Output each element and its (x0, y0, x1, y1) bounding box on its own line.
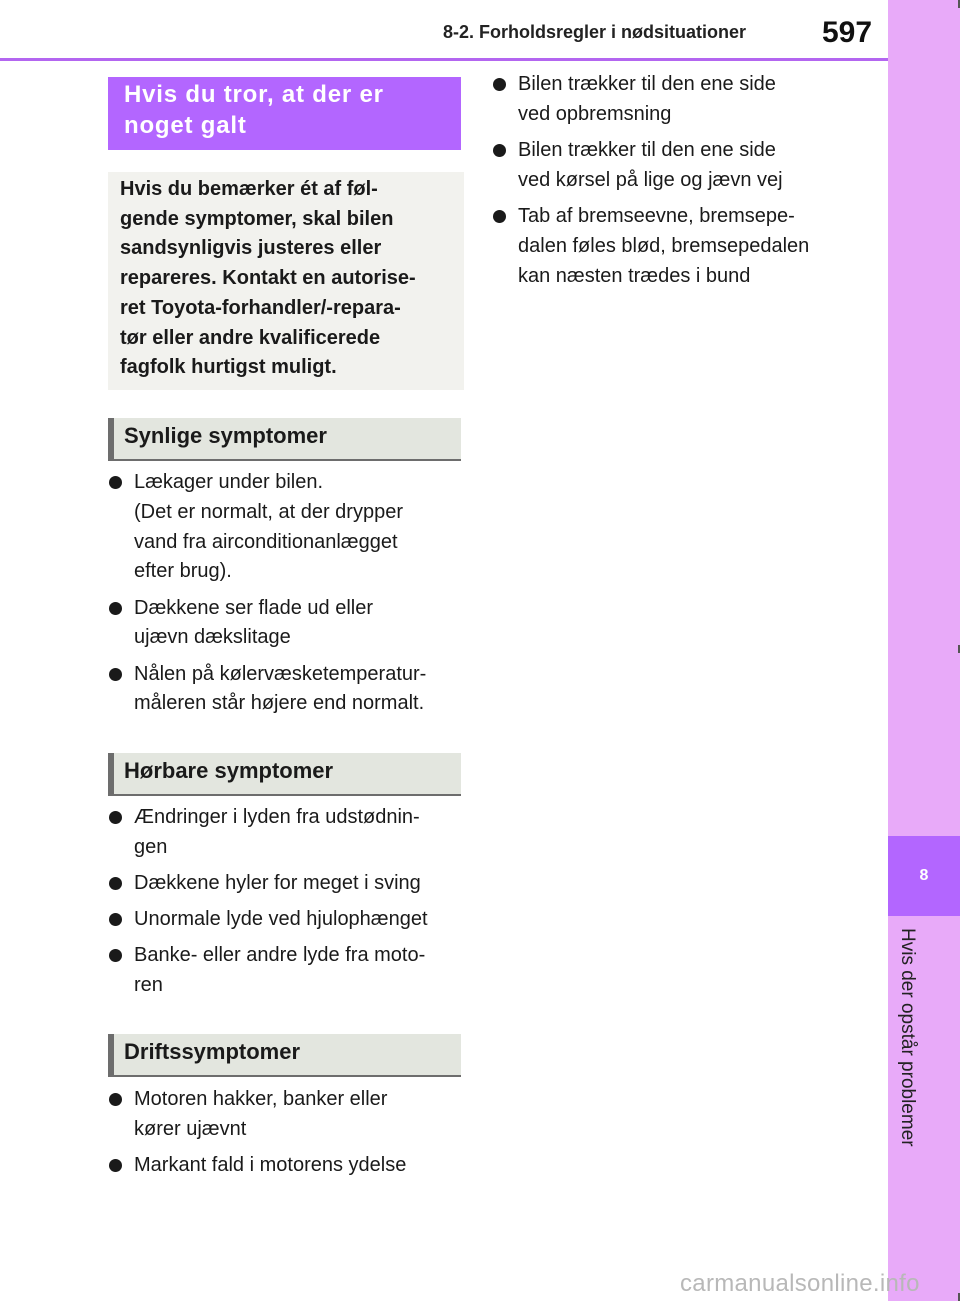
intro-notice (108, 172, 464, 390)
list-item: Bilen trækker til den ene side ved opbremsning (493, 70, 863, 130)
intro-line: Hvis du bemærker ét af føl- (120, 178, 378, 200)
list-item: Unormale lyde ved hjulophænget (109, 905, 469, 935)
list-item: Markant fald i motorens ydelse (109, 1151, 469, 1181)
section-heading-operational: Driftssymptomer (108, 1034, 461, 1077)
visible-symptoms-list (109, 468, 469, 726)
bullet-icon (109, 476, 122, 489)
list-item: Dækkene hyler for meget i sving (109, 869, 469, 899)
topic-title-line: Hvis du tror, at der er (124, 81, 384, 108)
intro-line: repareres. Kontakt en autorise- (120, 267, 416, 290)
list-item: Dækkene ser flade ud eller ujævn dækslitage (109, 594, 469, 654)
bullet-icon (109, 811, 122, 824)
list-item: Bilen trækker til den ene side ved kørsel på lige og jævn vej (493, 136, 863, 196)
bullet-icon (493, 78, 506, 91)
intro-line: ret Toyota-forhandler/-repara- (120, 296, 401, 319)
operational-symptoms-list (109, 1085, 469, 1187)
bullet-icon (109, 668, 122, 681)
bullet-icon (109, 913, 122, 926)
intro-line: tør eller andre kvalificerede (120, 326, 381, 349)
list-item: Banke- eller andre lyde fra moto- ren (109, 941, 469, 1001)
list-item: Nålen på kølervæsketemperatur- måleren står højere end normalt. (109, 660, 469, 720)
intro-line: fagfolk hurtigst muligt. (120, 356, 337, 379)
audible-symptoms-list (109, 803, 469, 1007)
bullet-icon (109, 877, 122, 890)
intro-line: gende symptomer, skal bilen (120, 207, 394, 230)
list-item: Tab af bremseevne, bremsepe- dalen føles blød, bremsepedalen kan næsten trædes i bund (493, 202, 863, 291)
list-item: Ændringer i lyden fra udstødnin- gen (109, 803, 469, 863)
chapter-number: 8 (919, 867, 929, 884)
bullet-icon (493, 144, 506, 157)
running-header: 8-2. Forholdsregler i nødsituationer (443, 22, 747, 42)
chapter-tab[interactable] (888, 836, 960, 916)
topic-title-line: noget galt (124, 112, 247, 139)
bullet-icon (109, 1093, 122, 1106)
section-heading-visible: Synlige symptomer (108, 418, 461, 461)
bullet-icon (109, 602, 122, 615)
operational-symptoms-list-continued (493, 70, 863, 298)
watermark: carmanualsonline.info (680, 1270, 920, 1297)
bullet-icon (109, 1159, 122, 1172)
bullet-icon (493, 210, 506, 223)
header-rule (0, 58, 888, 61)
page-number: 597 (822, 16, 873, 49)
bullet-icon (109, 949, 122, 962)
chapter-title: Hvis der opstår problemer (897, 928, 918, 1147)
list-item: Motoren hakker, banker eller kører ujævnt (109, 1085, 469, 1145)
intro-line: sandsynligvis justeres eller (120, 237, 382, 260)
list-item: Lækager under bilen. (Det er normalt, at der drypper vand fra airconditionanlægget efter brug). (109, 468, 469, 587)
topic-title-box (108, 77, 461, 150)
section-heading-audible: Hørbare symptomer (108, 753, 461, 796)
